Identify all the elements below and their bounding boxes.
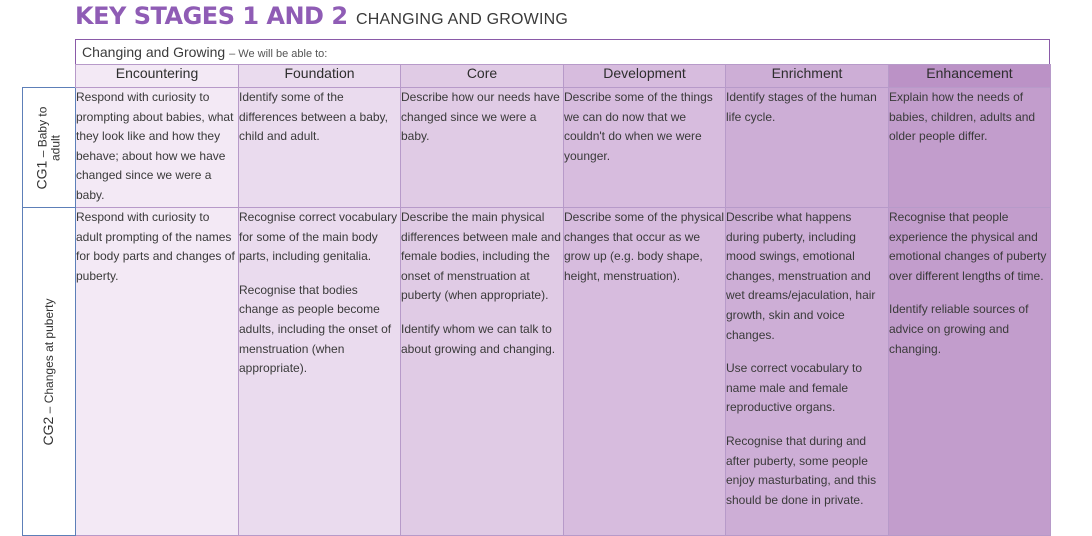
- table-header-row: [23, 65, 1051, 88]
- table-row: [23, 208, 1051, 536]
- table-lead-row: [75, 39, 1050, 65]
- table-cell: Describe some of the things we can do now that we couldn't do when we were younger.: [564, 88, 726, 208]
- page-title-bold: KEY STAGES 1 AND 2: [75, 2, 348, 30]
- table-cell: Recognise that people experience the physical and emotional changes of puberty over different lengths of time. Identify reliable sources of advice on growing and changing.: [889, 208, 1051, 536]
- table-cell: Recognise correct vocabulary for some of the main body parts, including genitalia. Recognise that bodies change as people become adults, including the onset of menstruation (when appropriate).: [239, 208, 401, 536]
- lead-label: Changing and Growing: [82, 44, 226, 60]
- row-header-label: CG2 – Changes at puberty: [40, 298, 56, 445]
- row-header-label: CG1 – Baby to adult: [33, 106, 63, 189]
- page-title-subtitle: CHANGING AND GROWING: [355, 11, 568, 28]
- table-cell: Describe how our needs have changed since we were a baby.: [401, 88, 564, 208]
- table-cell: Describe some of the physical changes that occur as we grow up (e.g. body shape, height, menstruation).: [564, 208, 726, 536]
- column-header: Foundation: [239, 65, 401, 88]
- table-cell: Respond with curiosity to prompting about babies, what they look like and how they behave; about how we have changed since we were a baby.: [76, 88, 239, 208]
- table-cell: Identify some of the differences between a baby, child and adult.: [239, 88, 401, 208]
- column-header: Encountering: [76, 65, 239, 88]
- header-corner: [23, 65, 76, 88]
- table-row: [23, 88, 1051, 208]
- page-title: [75, 2, 568, 30]
- outcomes-table: [22, 64, 1051, 536]
- table-cell: Respond with curiosity to adult prompting of the names for body parts and changes of puberty.: [76, 208, 239, 536]
- table-cell: Explain how the needs of babies, children, adults and older people differ.: [889, 88, 1051, 208]
- row-header: [23, 88, 76, 208]
- table-cell: Identify stages of the human life cycle.: [726, 88, 889, 208]
- table-cell: Describe the main physical differences between male and female bodies, including the onset of menstruation at puberty (when appropriate). Identify whom we can talk to about growing and changing.: [401, 208, 564, 536]
- column-header: Enhancement: [889, 65, 1051, 88]
- column-header: Enrichment: [726, 65, 889, 88]
- column-header: Core: [401, 65, 564, 88]
- column-header: Development: [564, 65, 726, 88]
- table-cell: Describe what happens during puberty, including mood swings, emotional changes, menstruation and wet dreams/ejaculation, hair growth, skin and voice changes. Use correct vocabulary to name male and female reproductive organs. Recognise that during and after puberty, some people enjoy masturbating, and this should be done in private.: [726, 208, 889, 536]
- lead-sub: – We will be able to:: [229, 48, 328, 60]
- row-header: [23, 208, 76, 536]
